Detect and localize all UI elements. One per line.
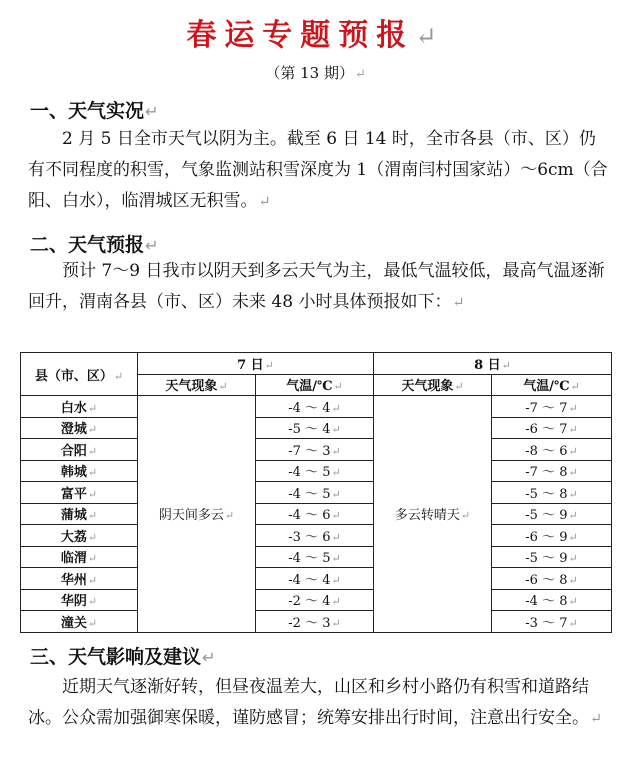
day2-temp-cell-text: -5 ～ 8 xyxy=(525,486,568,502)
day2-temp-cell xyxy=(492,396,612,418)
paragraph-mark-icon: ↵ xyxy=(218,380,228,394)
county-cell xyxy=(21,482,138,504)
day2-temp-header xyxy=(492,374,612,396)
paragraph-mark-icon: ↵ xyxy=(87,509,98,523)
table-row xyxy=(21,568,612,590)
section-heading-text: 二、天气预报 xyxy=(30,234,145,256)
day1-temp-cell-text: -2 ～ 4 xyxy=(288,594,331,610)
paragraph-mark-icon: ↵ xyxy=(87,444,98,458)
table-row xyxy=(21,525,612,547)
day1-temp-cell xyxy=(256,460,374,482)
county-cell-text: 临渭 xyxy=(60,551,87,567)
table-row xyxy=(21,546,612,568)
day1-weather-cell xyxy=(138,396,256,633)
county-cell xyxy=(21,460,138,482)
day2-temp-cell-text: -6 ～ 8 xyxy=(525,572,568,588)
county-cell-text: 澄城 xyxy=(60,422,87,438)
paragraph-mark-icon: ↵ xyxy=(224,509,235,523)
day1-temp-cell xyxy=(256,525,374,547)
day2-temp-cell-text: -6 ～ 7 xyxy=(525,422,568,438)
county-cell-text: 白水 xyxy=(60,400,87,416)
paragraph-mark-icon: ↵ xyxy=(454,380,464,394)
paragraph-mark-icon: ↵ xyxy=(333,380,343,394)
paragraph-mark-icon: ↵ xyxy=(87,616,98,630)
paragraph-mark-icon: ↵ xyxy=(331,466,341,480)
paragraph-mark-icon: ↵ xyxy=(590,711,603,727)
paragraph-mark-icon: ↵ xyxy=(568,573,578,587)
paragraph-mark-icon: ↵ xyxy=(568,509,578,523)
county-cell-text: 蒲城 xyxy=(60,508,87,524)
paragraph-mark-icon: ↵ xyxy=(145,102,159,121)
county-cell xyxy=(21,546,138,568)
paragraph-mark-icon: ↵ xyxy=(568,444,578,458)
title-text: 春运专题预报 xyxy=(186,18,415,53)
issue-text: （第 13 期） xyxy=(265,64,354,82)
paragraph-mark-icon: ↵ xyxy=(570,380,580,394)
county-cell-text: 韩城 xyxy=(60,465,87,481)
weather-header-text: 天气现象 xyxy=(401,379,454,395)
day2-temp-cell-text: -4 ～ 8 xyxy=(525,594,568,610)
county-cell-text: 合阳 xyxy=(60,443,87,459)
day1-temp-cell-text: -2 ～ 3 xyxy=(288,615,331,631)
day2-temp-cell-text: -5 ～ 9 xyxy=(525,551,568,567)
day1-temp-cell-text: -4 ～ 5 xyxy=(288,551,331,567)
paragraph-mark-icon: ↵ xyxy=(331,401,341,415)
day2-header xyxy=(374,353,612,375)
table-row xyxy=(21,503,612,525)
table-header-row xyxy=(21,353,612,375)
day2-temp-cell xyxy=(492,503,612,525)
county-cell-text: 华阴 xyxy=(60,594,87,610)
table-row xyxy=(21,589,612,611)
paragraph-mark-icon: ↵ xyxy=(568,530,578,544)
county-cell xyxy=(21,396,138,418)
county-cell-text: 富平 xyxy=(60,486,87,502)
weather-header-text: 天气现象 xyxy=(165,379,218,395)
day1-temp-cell xyxy=(256,396,374,418)
paragraph-mark-icon: ↵ xyxy=(87,487,98,501)
day1-temp-cell xyxy=(256,589,374,611)
section-heading-advice xyxy=(30,642,216,669)
county-cell-text: 华州 xyxy=(60,572,87,588)
day1-temp-cell-text: -4 ～ 4 xyxy=(288,400,331,416)
paragraph-mark-icon: ↵ xyxy=(568,616,578,630)
table-row xyxy=(21,396,612,418)
day2-header-text: 8 日 xyxy=(474,357,501,373)
paragraph-mark-icon: ↵ xyxy=(331,616,341,630)
day1-temp-cell xyxy=(256,439,374,461)
day1-temp-cell-text: -4 ～ 5 xyxy=(288,486,331,502)
county-cell xyxy=(21,439,138,461)
county-cell xyxy=(21,568,138,590)
paragraph-mark-icon: ↵ xyxy=(87,401,98,415)
paragraph-mark-icon: ↵ xyxy=(568,401,578,415)
paragraph-mark-icon: ↵ xyxy=(331,552,341,566)
paragraph-mark-icon: ↵ xyxy=(331,595,341,609)
advice-paragraph xyxy=(28,672,608,735)
paragraph-mark-icon: ↵ xyxy=(331,509,341,523)
section-heading-text: 一、天气实况 xyxy=(30,100,145,122)
paragraph-mark-icon: ↵ xyxy=(87,552,98,566)
paragraph-mark-icon: ↵ xyxy=(87,466,98,480)
day1-header xyxy=(138,353,374,375)
paragraph-mark-icon: ↵ xyxy=(331,487,341,501)
day2-temp-cell xyxy=(492,460,612,482)
paragraph-mark-icon: ↵ xyxy=(87,573,98,587)
paragraph-mark-icon: ↵ xyxy=(87,595,98,609)
day2-temp-cell-text: -7 ～ 7 xyxy=(525,400,568,416)
table-row xyxy=(21,417,612,439)
observation-paragraph xyxy=(28,124,608,218)
county-cell xyxy=(21,417,138,439)
day2-temp-cell xyxy=(492,439,612,461)
temp-header-text: 气温/℃ xyxy=(523,379,570,395)
county-cell xyxy=(21,589,138,611)
county-cell-text: 潼关 xyxy=(60,615,87,631)
day2-weather-cell-text: 多云转晴天 xyxy=(394,508,460,524)
paragraph-mark-icon: ↵ xyxy=(331,573,341,587)
paragraph-mark-icon: ↵ xyxy=(87,423,98,437)
paragraph-mark-icon: ↵ xyxy=(568,552,578,566)
paragraph-mark-icon: ↵ xyxy=(501,358,511,372)
issue-number xyxy=(0,62,631,83)
county-header-text: 县（市、区） xyxy=(34,368,113,384)
county-header xyxy=(21,353,138,396)
paragraph-mark-icon: ↵ xyxy=(87,530,98,544)
day1-temp-cell-text: -4 ～ 6 xyxy=(288,508,331,524)
table-row xyxy=(21,460,612,482)
day1-temp-cell-text: -5 ～ 4 xyxy=(288,422,331,438)
paragraph-mark-icon: ↵ xyxy=(354,67,366,82)
day1-temp-cell xyxy=(256,568,374,590)
day1-temp-cell-text: -4 ～ 5 xyxy=(288,465,331,481)
day2-weather-cell xyxy=(374,396,492,633)
day1-temp-cell xyxy=(256,417,374,439)
table-row xyxy=(21,439,612,461)
forecast-paragraph xyxy=(28,256,608,319)
day1-header-text: 7 日 xyxy=(237,357,264,373)
paragraph-mark-icon: ↵ xyxy=(568,466,578,480)
paragraph-mark-icon: ↵ xyxy=(145,236,159,255)
day2-temp-cell xyxy=(492,417,612,439)
day1-temp-cell-text: -4 ～ 4 xyxy=(288,572,331,588)
table-row xyxy=(21,482,612,504)
paragraph-mark-icon: ↵ xyxy=(568,595,578,609)
temp-header-text: 气温/℃ xyxy=(286,379,333,395)
paragraph-mark-icon: ↵ xyxy=(415,22,445,52)
day2-temp-cell xyxy=(492,589,612,611)
county-cell xyxy=(21,525,138,547)
day2-temp-cell-text: -6 ～ 9 xyxy=(525,529,568,545)
forecast-table xyxy=(20,352,612,633)
paragraph-mark-icon: ↵ xyxy=(264,358,274,372)
paragraph-mark-icon: ↵ xyxy=(460,509,471,523)
county-cell-text: 大荔 xyxy=(60,529,87,545)
day2-temp-cell-text: -8 ～ 6 xyxy=(525,443,568,459)
day1-temp-header xyxy=(256,374,374,396)
day1-temp-cell xyxy=(256,503,374,525)
paragraph-mark-icon: ↵ xyxy=(331,444,341,458)
county-cell xyxy=(21,611,138,633)
paragraph-mark-icon: ↵ xyxy=(202,648,216,667)
observation-text: 2 月 5 日全市天气以阴为主。截至 6 日 14 时，全市各县（市、区）仍有不同程度的积雪，气象监测站积雪深度为 1（渭南闫村国家站）～6cm（合阳、白水），临渭城区无积雪。 xyxy=(28,129,608,211)
paragraph-mark-icon: ↵ xyxy=(452,295,465,311)
day1-temp-cell-text: -7 ～ 3 xyxy=(288,443,331,459)
day1-temp-cell xyxy=(256,546,374,568)
paragraph-mark-icon: ↵ xyxy=(113,369,124,383)
county-cell xyxy=(21,503,138,525)
day1-temp-cell xyxy=(256,611,374,633)
advice-text: 近期天气逐渐好转，但昼夜温差大，山区和乡村小路仍有积雪和道路结冰。公众需加强御寒保暖，谨防感冒；统筹安排出行时间，注意出行安全。 xyxy=(28,677,589,728)
day2-weather-header xyxy=(374,374,492,396)
day2-temp-cell-text: -5 ～ 9 xyxy=(525,508,568,524)
day1-weather-header xyxy=(138,374,256,396)
paragraph-mark-icon: ↵ xyxy=(331,530,341,544)
day2-temp-cell xyxy=(492,611,612,633)
table-row xyxy=(21,611,612,633)
section-heading-forecast xyxy=(30,230,159,257)
day1-temp-cell xyxy=(256,482,374,504)
day2-temp-cell-text: -7 ～ 8 xyxy=(525,465,568,481)
day2-temp-cell xyxy=(492,525,612,547)
document-title xyxy=(0,10,631,54)
day2-temp-cell xyxy=(492,546,612,568)
day2-temp-cell xyxy=(492,482,612,504)
day1-temp-cell-text: -3 ～ 6 xyxy=(288,529,331,545)
day1-weather-cell-text: 阴天间多云 xyxy=(158,508,224,524)
section-heading-observation xyxy=(30,96,159,123)
day2-temp-cell xyxy=(492,568,612,590)
day2-temp-cell-text: -3 ～ 7 xyxy=(525,615,568,631)
paragraph-mark-icon: ↵ xyxy=(568,487,578,501)
paragraph-mark-icon: ↵ xyxy=(331,423,341,437)
paragraph-mark-icon: ↵ xyxy=(568,423,578,437)
paragraph-mark-icon: ↵ xyxy=(258,194,271,210)
forecast-text: 预计 7～9 日我市以阴天到多云天气为主，最低气温较低，最高气温逐渐回升，渭南各县（市、区）未来 48 小时具体预报如下： xyxy=(28,261,605,312)
section-heading-text: 三、天气影响及建议 xyxy=(30,646,202,668)
